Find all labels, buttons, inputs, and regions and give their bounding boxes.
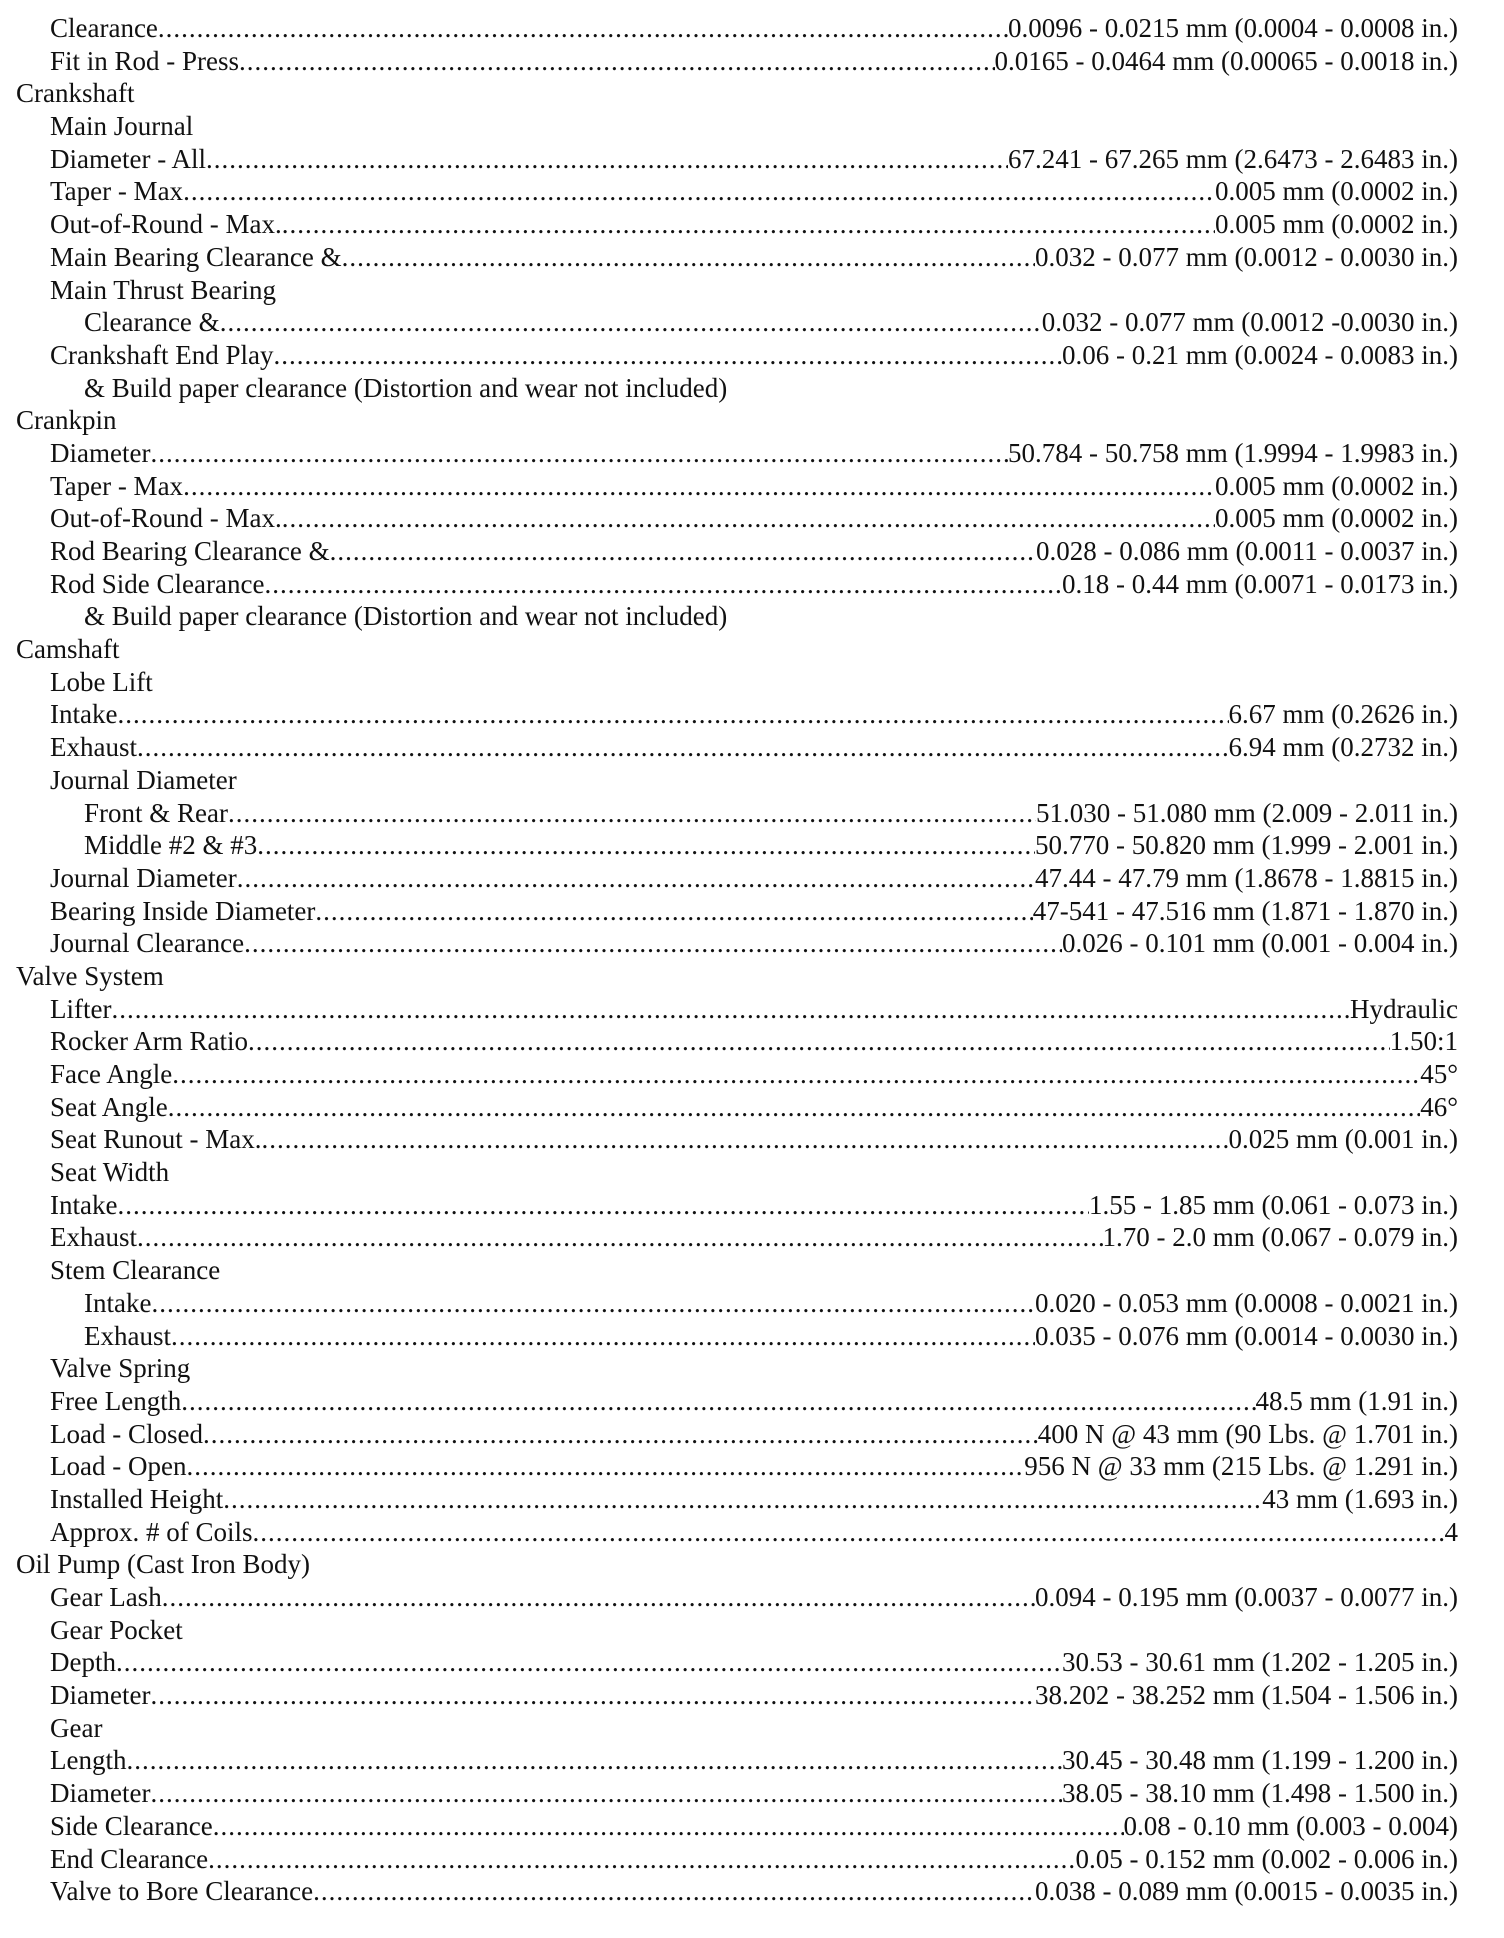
- spec-label: Clearance: [50, 13, 158, 43]
- spec-label: Diameter: [50, 437, 151, 468]
- spec-value: 6.67 mm (0.2626 in.): [1228, 699, 1458, 730]
- spec-row: [16, 502, 1458, 535]
- spec-row: [16, 1189, 1458, 1222]
- spec-value: 0.005 mm (0.0002 in.): [1215, 470, 1458, 501]
- spec-label: Clearance &: [84, 307, 220, 338]
- spec-value: 47-541 - 47.516 mm (1.871 - 1.870 in.): [1032, 895, 1458, 926]
- spec-value: 51.030 - 51.080 mm (2.009 - 2.011 in.): [1036, 797, 1458, 828]
- spec-value: 0.08 - 0.10 mm (0.003 - 0.004): [1123, 1810, 1458, 1841]
- dot-leader: [117, 1189, 1089, 1222]
- spec-row: [16, 1091, 1458, 1124]
- spec-row: [16, 175, 1458, 208]
- dot-leader: [228, 797, 1036, 830]
- dot-leader: [126, 1744, 1062, 1777]
- spec-row: [16, 1516, 1458, 1549]
- spec-value: 0.032 - 0.077 mm (0.0012 -0.0030 in.): [1041, 307, 1458, 338]
- specifications-list: [16, 12, 1458, 1908]
- spec-row: [16, 1646, 1458, 1679]
- dot-leader: [172, 1058, 1420, 1091]
- spec-label: Rod Side Clearance: [50, 568, 265, 599]
- spec-row: [16, 470, 1458, 503]
- spec-label: Lifter: [50, 993, 112, 1024]
- spec-label: Diameter - All: [50, 143, 206, 174]
- spec-label: Intake: [50, 699, 118, 730]
- spec-value: 50.784 - 50.758 mm (1.9994 - 1.9983 in.): [1008, 437, 1458, 468]
- spec-label: Intake: [50, 1189, 118, 1220]
- dot-leader: [330, 535, 1036, 568]
- spec-value: 0.025 mm (0.001 in.): [1228, 1124, 1458, 1155]
- spec-row: [16, 1025, 1458, 1058]
- spec-row: [16, 895, 1458, 928]
- spec-label: Rod Bearing Clearance &: [50, 536, 330, 566]
- spec-label: Journal Diameter: [50, 862, 237, 893]
- spec-value: 956 N @ 33 mm (215 Lbs. @ 1.291 in.): [1024, 1451, 1458, 1482]
- section-heading: [16, 1156, 1458, 1189]
- spec-row: [16, 1450, 1458, 1483]
- dot-leader: [203, 1418, 1038, 1451]
- spec-label: Free Length: [50, 1385, 182, 1416]
- spec-value: 1.50:1: [1389, 1026, 1458, 1057]
- section-heading: [16, 77, 1458, 110]
- dot-leader: [208, 1843, 1075, 1876]
- spec-value: 38.202 - 38.252 mm (1.504 - 1.506 in.): [1035, 1680, 1458, 1711]
- spec-value: 0.020 - 0.053 mm (0.0008 - 0.0021 in.): [1035, 1287, 1458, 1318]
- spec-label: Side Clearance: [50, 1810, 213, 1841]
- dot-leader: [282, 208, 1215, 241]
- spec-label: Valve to Bore Clearance: [50, 1876, 314, 1907]
- dot-leader: [239, 45, 994, 78]
- spec-label: Face Angle: [50, 1059, 173, 1089]
- spec-row: [16, 829, 1458, 862]
- dot-leader: [137, 1221, 1103, 1254]
- dot-leader: [244, 927, 1062, 960]
- spec-value: 1.70 - 2.0 mm (0.067 - 0.079 in.): [1102, 1222, 1458, 1253]
- spec-value: 0.0096 - 0.0215 mm (0.0004 - 0.0008 in.): [1008, 13, 1458, 43]
- spec-value: 48.5 mm (1.91 in.): [1255, 1385, 1458, 1416]
- spec-row: [16, 797, 1458, 830]
- spec-label: Crankpin: [16, 405, 117, 436]
- spec-label: Diameter: [50, 1778, 151, 1809]
- spec-label: Out-of-Round - Max.: [50, 503, 282, 534]
- spec-value: 43 mm (1.693 in.): [1262, 1483, 1458, 1514]
- spec-label: Valve System: [16, 960, 164, 991]
- section-heading: [16, 372, 1458, 405]
- spec-row: [16, 698, 1458, 731]
- section-heading: [16, 600, 1458, 633]
- spec-row: [16, 1777, 1458, 1810]
- section-heading: [16, 960, 1458, 993]
- dot-leader: [261, 1123, 1228, 1156]
- spec-label: Valve Spring: [50, 1353, 191, 1384]
- spec-row: [16, 1058, 1458, 1091]
- spec-label: Out-of-Round - Max.: [50, 209, 282, 240]
- dot-leader: [313, 1875, 1035, 1908]
- spec-value: 0.0165 - 0.0464 mm (0.00065 - 0.0018 in.): [994, 45, 1458, 76]
- spec-value: 0.038 - 0.089 mm (0.0015 - 0.0035 in.): [1035, 1876, 1458, 1907]
- dot-leader: [237, 862, 1035, 895]
- spec-value: 0.005 mm (0.0002 in.): [1215, 503, 1458, 534]
- spec-row: [16, 927, 1458, 960]
- spec-value: 400 N @ 43 mm (90 Lbs. @ 1.701 in.): [1037, 1418, 1458, 1449]
- spec-label: Taper - Max: [50, 470, 184, 501]
- spec-row: [16, 45, 1458, 78]
- section-heading: [16, 110, 1458, 143]
- spec-label: Depth: [50, 1647, 116, 1678]
- spec-label: Main Journal: [50, 111, 194, 142]
- spec-row: [16, 1418, 1458, 1451]
- spec-row: [16, 1221, 1458, 1254]
- dot-leader: [264, 568, 1062, 601]
- section-heading: [16, 274, 1458, 307]
- dot-leader: [206, 143, 1008, 176]
- spec-row: [16, 535, 1458, 568]
- dot-leader: [151, 1287, 1035, 1320]
- dot-leader: [168, 1091, 1420, 1124]
- dot-leader: [137, 731, 1229, 764]
- spec-value: 0.032 - 0.077 mm (0.0012 - 0.0030 in.): [1035, 241, 1458, 272]
- dot-leader: [150, 437, 1008, 470]
- spec-value: 0.035 - 0.076 mm (0.0014 - 0.0030 in.): [1035, 1320, 1458, 1351]
- spec-row: [16, 1875, 1458, 1908]
- spec-row: [16, 1843, 1458, 1876]
- spec-value: 1.55 - 1.85 mm (0.061 - 0.073 in.): [1089, 1189, 1458, 1220]
- spec-label: Gear Lash: [50, 1582, 162, 1612]
- spec-label: Crankshaft: [16, 78, 135, 109]
- dot-leader: [253, 1516, 1445, 1549]
- spec-value: 0.094 - 0.195 mm (0.0037 - 0.0077 in.): [1035, 1582, 1458, 1612]
- spec-label: Seat Runout - Max.: [50, 1124, 262, 1155]
- spec-label: Journal Diameter: [50, 764, 237, 795]
- dot-leader: [183, 470, 1215, 503]
- spec-label: Seat Width: [50, 1157, 170, 1188]
- spec-label: Middle #2 & #3: [84, 830, 258, 861]
- dot-leader: [213, 1810, 1124, 1843]
- spec-row: [16, 993, 1458, 1026]
- spec-value: 0.028 - 0.086 mm (0.0011 - 0.0037 in.): [1036, 536, 1458, 566]
- dot-leader: [162, 1581, 1035, 1614]
- spec-label: Intake: [84, 1287, 152, 1318]
- dot-leader: [158, 12, 1008, 45]
- section-heading: [16, 1352, 1458, 1385]
- section-heading: [16, 666, 1458, 699]
- spec-row: [16, 731, 1458, 764]
- spec-label: Journal Clearance: [50, 928, 245, 959]
- dot-leader: [117, 698, 1228, 731]
- dot-leader: [257, 829, 1035, 862]
- section-heading: [16, 1614, 1458, 1647]
- spec-row: [16, 1287, 1458, 1320]
- spec-label: Load - Closed: [50, 1418, 203, 1449]
- spec-label: Bearing Inside Diameter: [50, 895, 316, 926]
- spec-row: [16, 241, 1458, 274]
- dot-leader: [248, 1025, 1390, 1058]
- dot-leader: [150, 1679, 1035, 1712]
- spec-row: [16, 437, 1458, 470]
- spec-label: Taper - Max: [50, 176, 184, 207]
- section-heading: [16, 1254, 1458, 1287]
- spec-value: 0.026 - 0.101 mm (0.001 - 0.004 in.): [1062, 928, 1458, 959]
- spec-value: Hydraulic: [1350, 993, 1458, 1024]
- spec-label: & Build paper clearance (Distortion and wear not included): [84, 372, 728, 403]
- spec-value: 4: [1444, 1516, 1458, 1547]
- spec-value: 0.05 - 0.152 mm (0.002 - 0.006 in.): [1075, 1843, 1458, 1874]
- spec-label: Camshaft: [16, 634, 120, 665]
- spec-label: & Build paper clearance (Distortion and wear not included): [84, 601, 728, 632]
- spec-label: Crankshaft End Play: [50, 339, 274, 370]
- spec-label: Exhaust: [84, 1320, 171, 1351]
- dot-leader: [273, 339, 1062, 372]
- spec-label: Installed Height: [50, 1483, 224, 1514]
- dot-leader: [220, 306, 1042, 339]
- spec-row: [16, 568, 1458, 601]
- spec-label: Rocker Arm Ratio: [50, 1026, 248, 1057]
- dot-leader: [116, 1646, 1062, 1679]
- spec-label: Diameter: [50, 1680, 151, 1711]
- spec-row: [16, 208, 1458, 241]
- spec-value: 50.770 - 50.820 mm (1.999 - 2.001 in.): [1035, 830, 1458, 861]
- dot-leader: [150, 1777, 1062, 1810]
- spec-row: [16, 339, 1458, 372]
- spec-value: 38.05 - 38.10 mm (1.498 - 1.500 in.): [1062, 1778, 1458, 1809]
- spec-label: Length: [50, 1745, 127, 1776]
- spec-row: [16, 1810, 1458, 1843]
- spec-row: [16, 1483, 1458, 1516]
- spec-value: 30.45 - 30.48 mm (1.199 - 1.200 in.): [1062, 1745, 1458, 1776]
- section-heading: [16, 764, 1458, 797]
- dot-leader: [111, 993, 1350, 1026]
- spec-row: [16, 1123, 1458, 1156]
- spec-label: Gear: [50, 1712, 103, 1743]
- spec-label: Seat Angle: [50, 1091, 168, 1122]
- spec-value: 0.005 mm (0.0002 in.): [1215, 209, 1458, 240]
- dot-leader: [181, 1385, 1255, 1418]
- spec-label: Gear Pocket: [50, 1614, 183, 1645]
- dot-leader: [183, 175, 1215, 208]
- spec-row: [16, 1744, 1458, 1777]
- spec-row: [16, 1385, 1458, 1418]
- spec-row: [16, 143, 1458, 176]
- spec-label: Load - Open: [50, 1451, 187, 1482]
- spec-label: Exhaust: [50, 1222, 137, 1253]
- spec-label: Exhaust: [50, 732, 137, 763]
- dot-leader: [186, 1450, 1024, 1483]
- dot-leader: [342, 241, 1035, 274]
- spec-row: [16, 12, 1458, 45]
- section-heading: [16, 404, 1458, 437]
- spec-value: 30.53 - 30.61 mm (1.202 - 1.205 in.): [1062, 1647, 1458, 1678]
- spec-value: 47.44 - 47.79 mm (1.8678 - 1.8815 in.): [1035, 862, 1458, 893]
- spec-label: Stem Clearance: [50, 1255, 221, 1286]
- spec-value: 0.06 - 0.21 mm (0.0024 - 0.0083 in.): [1062, 339, 1458, 370]
- spec-label: Approx. # of Coils: [50, 1516, 253, 1547]
- spec-label: Main Thrust Bearing: [50, 274, 276, 305]
- spec-label: Front & Rear: [84, 797, 228, 828]
- spec-value: 46°: [1420, 1091, 1458, 1122]
- spec-row: [16, 1320, 1458, 1353]
- spec-label: Oil Pump (Cast Iron Body): [16, 1549, 310, 1580]
- spec-label: Fit in Rod - Press: [50, 45, 240, 76]
- spec-value: 0.18 - 0.44 mm (0.0071 - 0.0173 in.): [1062, 568, 1458, 599]
- spec-row: [16, 306, 1458, 339]
- spec-label: Main Bearing Clearance &: [50, 241, 342, 272]
- dot-leader: [315, 895, 1032, 928]
- spec-row: [16, 1581, 1458, 1614]
- section-heading: [16, 1548, 1458, 1581]
- spec-value: 45°: [1420, 1059, 1458, 1089]
- spec-label: Lobe Lift: [50, 666, 153, 697]
- spec-value: 0.005 mm (0.0002 in.): [1215, 176, 1458, 207]
- spec-row: [16, 1679, 1458, 1712]
- dot-leader: [171, 1320, 1035, 1353]
- dot-leader: [282, 502, 1215, 535]
- dot-leader: [223, 1483, 1262, 1516]
- section-heading: [16, 633, 1458, 666]
- section-heading: [16, 1712, 1458, 1745]
- spec-label: End Clearance: [50, 1843, 209, 1874]
- spec-row: [16, 862, 1458, 895]
- spec-value: 67.241 - 67.265 mm (2.6473 - 2.6483 in.): [1008, 143, 1458, 174]
- spec-value: 6.94 mm (0.2732 in.): [1228, 732, 1458, 763]
